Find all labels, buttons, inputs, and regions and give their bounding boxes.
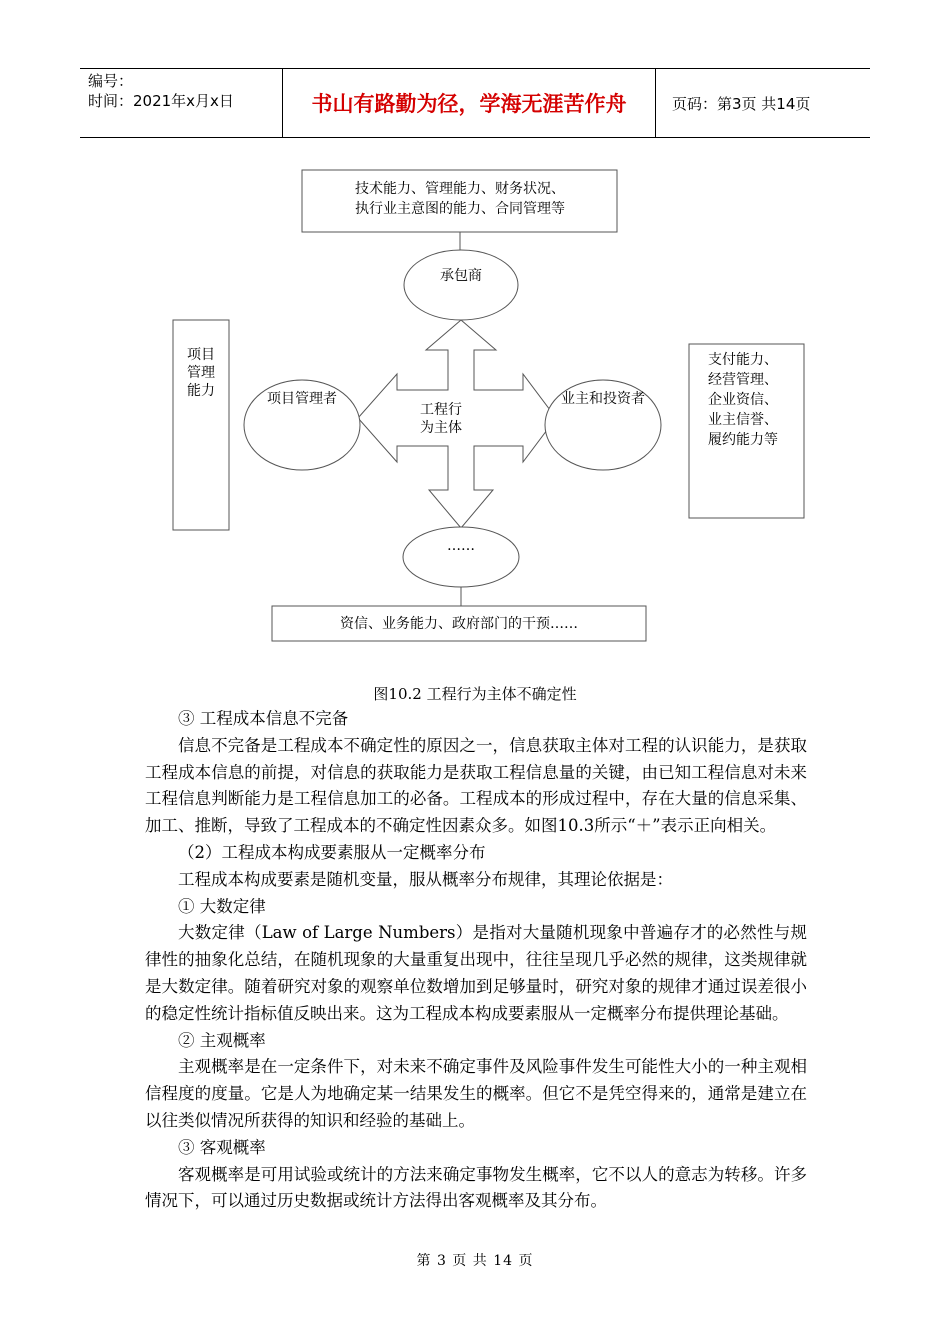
time-label: 时间：2021年x月x日	[88, 92, 234, 110]
figure-caption: 图10.2 工程行为主体不确定性	[373, 685, 577, 703]
paragraph-subjective-probability: 主观概率是在一定条件下，对未来不确定事件及风险事件发生可能性大小的一种主观相信程度的度量。它是人为地确定某一结果发生的概率。但它不是凭空得来的，通常是建立在以往类似情况所获得的知识和经验的基础上。	[145, 1057, 807, 1130]
number-label: 编号：	[88, 72, 134, 90]
right-box-line-2: 经营管理、	[708, 372, 778, 388]
left-box-line-3: 能力	[187, 383, 215, 399]
center-line-2: 为主体	[420, 420, 462, 436]
page-footer: 第 3 页 共 14 页	[416, 1253, 534, 1269]
right-box-line-1: 支付能力、	[708, 352, 778, 368]
right-box	[689, 344, 804, 518]
left-box-line-1: 项目	[187, 347, 215, 363]
body-text	[145, 706, 807, 1215]
bottom-box-label: 资信、业务能力、政府部门的干预……	[340, 616, 578, 632]
heading-large-numbers: ① 大数定律	[178, 896, 266, 916]
top-box-line-2: 执行业主意图的能力、合同管理等	[355, 201, 565, 217]
header-motto: 书山有路勤为径，学海无涯苦作舟	[282, 69, 656, 137]
right-box-line-5: 履约能力等	[708, 432, 778, 448]
contractor-label: 承包商	[440, 268, 482, 284]
heading-probability-distribution: （2）工程成本构成要素服从一定概率分布	[178, 842, 486, 862]
project-manager-label: 项目管理者	[267, 391, 337, 407]
paragraph-objective-probability: 客观概率是可用试验或统计的方法来确定事物发生概率，它不以人的意志为转移。许多情况下，可以通过历史数据或统计方法得出客观概率及其分布。	[145, 1164, 807, 1211]
right-box-line-4: 业主信誉、	[708, 412, 778, 428]
left-box-line-2: 管理	[187, 365, 215, 381]
heading-info-incomplete: ③ 工程成本信息不完备	[178, 709, 349, 728]
contractor-ellipse	[404, 250, 518, 320]
center-line-1: 工程行	[420, 402, 462, 418]
right-box-line-3: 企业资信、	[708, 392, 778, 408]
bottom-ellipse-label: ……	[447, 538, 475, 554]
heading-subjective-probability: ② 主观概率	[178, 1030, 266, 1050]
paragraph-large-numbers: 大数定律（Law of Large Numbers）是指对大量随机现象中普遍存才的必然性与规律性的抽象化总结，在随机现象的大量重复出现中，往往呈现几乎必然的规律，这类规律就是大数定律。随着研究对象的观察单位数增加到足够量时，研究对象的规律才通过误差很小的稳定性统计指标值反映出来。这为工程成本构成要素服从一定概率分布提供理论基础。	[145, 923, 807, 1023]
owner-label: 业主和投资者	[561, 391, 645, 407]
page-label: 页码：第3页 共14页	[672, 94, 811, 113]
top-box-line-1: 技术能力、管理能力、财务状况、	[355, 181, 565, 197]
heading-objective-probability: ③ 客观概率	[178, 1137, 266, 1157]
bottom-ellipse	[403, 527, 519, 587]
paragraph-theory-basis: 工程成本构成要素是随机变量，服从概率分布规律，其理论依据是：	[178, 869, 673, 889]
paragraph-info-incomplete: 信息不完备是工程成本不确定性的原因之一，信息获取主体对工程的认识能力，是获取工程成本信息的前提，对信息的获取能力是获取工程信息量的关键，由已知工程信息对未来工程信息判断能力是工程信息加工的必备。工程成本的形成过程中，存在大量的信息采集、加工、推断，导致了工程成本的不确定性因素众多。如图10.3所示“＋”表示正向相关。	[145, 735, 807, 836]
